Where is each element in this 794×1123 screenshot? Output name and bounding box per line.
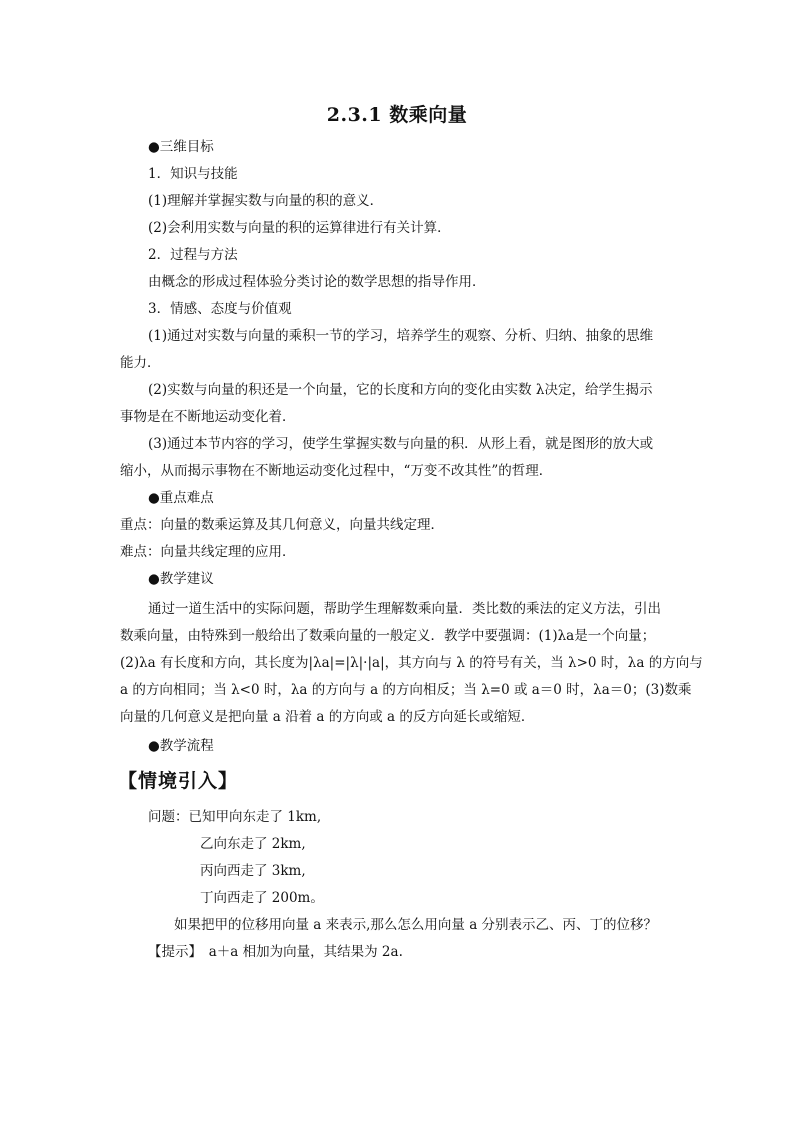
section-title: 【情境引入】 <box>118 770 239 792</box>
key-heading: ●重点难点 <box>148 490 214 506</box>
emotion-heading: 3．情感、态度与价值观 <box>148 301 292 317</box>
page-title: 2.3.1 数乘向量 <box>326 104 468 126</box>
problem-line-1: 问题：已知甲向东走了 1km, <box>148 809 322 825</box>
advice-line-2: 数乘向量，由特殊到一般给出了数乘向量的一般定义．教学中要强调：(1)λa是一个向量； <box>120 628 656 644</box>
advice-line-5: 向量的几何意义是把向量 a 沿着 a 的方向或 a 的反方向延长或缩短． <box>120 709 535 725</box>
process-item-1: 由概念的形成过程体验分类讨论的数学思想的指导作用． <box>148 274 486 290</box>
flow-heading: ●教学流程 <box>148 738 214 754</box>
advice-line-4: a 的方向相同；当 λ<0 时，λa 的方向与 a 的方向相反；当 λ=0 或 a＝0 时，λa＝0；(3)数乘 <box>120 682 692 698</box>
emotion-item-2a: (2)实数与向量的积还是一个向量，它的长度和方向的变化由实数 λ决定，给学生揭示 <box>148 382 653 398</box>
key-difficult: 难点：向量共线定理的应用． <box>120 544 296 560</box>
knowledge-heading: 1．知识与技能 <box>148 166 238 182</box>
problem-question: 如果把甲的位移用向量 a 来表示,那么怎么用向量 a 分别表示乙、丙、丁的位移？ <box>174 917 658 933</box>
problem-hint: 【提示】 a＋a 相加为向量，其结果为 2a. <box>148 944 403 960</box>
knowledge-item-2: (2)会利用实数与向量的积的运算律进行有关计算． <box>148 220 451 236</box>
goals-heading: ●三维目标 <box>148 139 214 155</box>
knowledge-item-1: (1)理解并掌握实数与向量的积的意义． <box>148 193 384 209</box>
key-important: 重点：向量的数乘运算及其几何意义，向量共线定理． <box>120 517 444 533</box>
process-heading: 2．过程与方法 <box>148 247 238 263</box>
problem-line-2: 乙向东走了 2km, <box>200 836 306 852</box>
problem-line-4: 丁向西走了 200m。 <box>200 890 324 906</box>
advice-line-1: 通过一道生活中的实际问题，帮助学生理解数乘向量．类比数的乘法的定义方法，引出 <box>148 601 661 617</box>
emotion-item-3a: (3)通过本节内容的学习，使学生掌握实数与向量的积．从形上看，就是图形的放大或 <box>148 436 654 452</box>
emotion-item-1a: (1)通过对实数与向量的乘积一节的学习，培养学生的观察、分析、归纳、抽象的思维 <box>148 328 654 344</box>
emotion-item-2b: 事物是在不断地运动变化着． <box>120 409 296 425</box>
advice-heading: ●教学建议 <box>148 571 214 587</box>
emotion-item-3b: 缩小，从而揭示事物在不断地运动变化过程中，“万变不改其性”的哲理． <box>120 463 553 479</box>
emotion-item-1b: 能力． <box>120 355 161 371</box>
advice-line-3: (2)λa 有长度和方向，其长度为|λa|=|λ|·|a|，其方向与 λ 的符号有关，当 λ>0 时，λa 的方向与 <box>120 655 703 671</box>
problem-line-3: 丙向西走了 3km, <box>200 863 306 879</box>
